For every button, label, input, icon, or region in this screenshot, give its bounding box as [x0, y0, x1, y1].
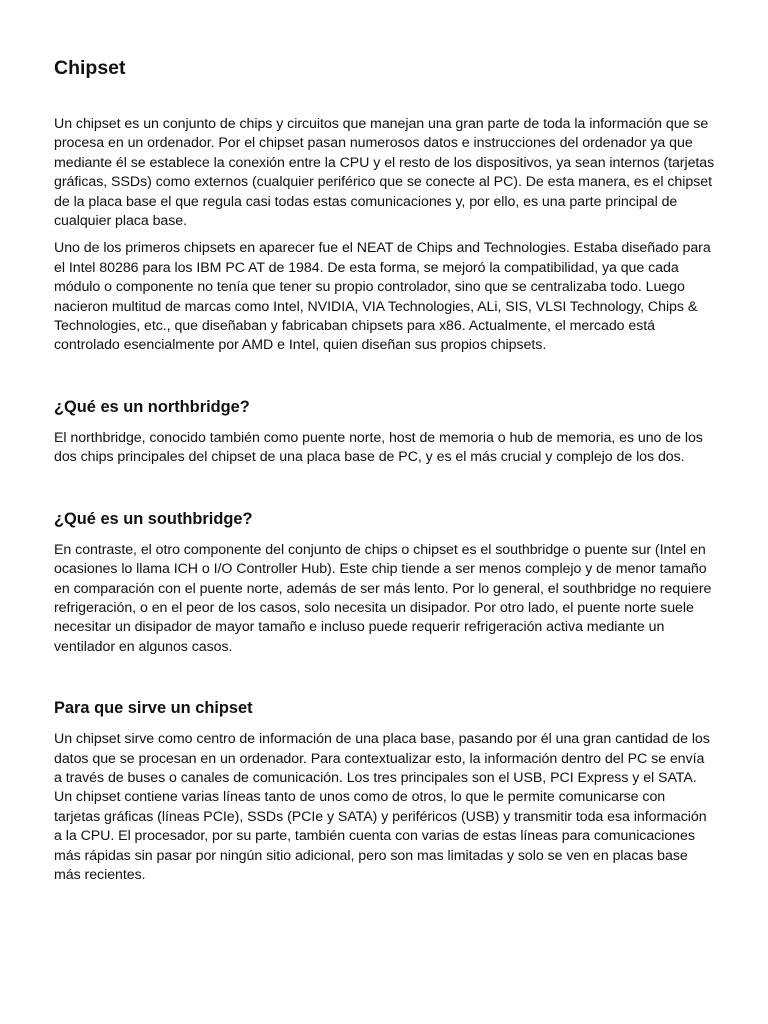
intro-paragraph-1: Un chipset es un conjunto de chips y circuitos que manejan una gran parte de toda la información que se procesa en un ordenador. Por el chipset pasan numerosos datos e instrucciones del ordenador ya que mediante él se establece la conexión entre la CPU y el resto de los dispositivos, ya sean internos (tarjetas gráficas, SSDs) como externos (cualquier periférico que se conecte al PC). De esta manera, es el chipset de la placa base el que regula casi todas estas comunicaciones y, por ello, es una parte principal de cualquier placa base. — [54, 116, 715, 230]
northbridge-heading: ¿Qué es un northbridge? — [54, 397, 250, 416]
chipset-uses-heading: Para que sirve un chipset — [54, 699, 253, 718]
document-title: Chipset — [54, 57, 126, 79]
intro-paragraph-2: Uno de los primeros chipsets en aparecer fue el NEAT de Chips and Technologies. Estaba diseñado para el Intel 80286 para los IBM PC AT de 1984. De esta forma, se mejoró la compatibilidad, ya que cada módulo o componente no tenía que tener su propio controlador, sino que se centralizaba todo. Luego nacieron multitud de marcas como Intel, NVIDIA, VIA Technologies, ALi, SIS, VLSI Technology, Chips & Technologies, etc., que diseñaban y fabricaban chipsets para x86. Actualmente, el mercado está controlado esencialmente por AMD e Intel, quien diseñan sus propios chipsets. — [54, 240, 711, 354]
northbridge-paragraph: El northbridge, conocido también como puente norte, host de memoria o hub de memoria, es uno de los dos chips principales del chipset de una placa base de PC, y es el más crucial y complejo de los dos. — [54, 429, 703, 466]
southbridge-heading: ¿Qué es un southbridge? — [54, 509, 253, 528]
southbridge-paragraph: En contraste, el otro componente del conjunto de chips o chipset es el southbridge o puente sur (Intel en ocasiones lo llama ICH o I/O Controller Hub). Este chip tiende a ser menos complejo y de menor tamaño en comparación con el puente norte, además de ser más lento. Por lo general, el southbridge no requiere refrigeración, o en el peor de los casos, solo necesita un disipador. Por otro lado, el puente norte suele necesitar un disipador de mayor tamaño e incluso puede requerir refrigeración activa mediante un ventilador en algunos casos. — [54, 541, 712, 655]
chipset-uses-paragraph: Un chipset sirve como centro de información de una placa base, pasando por él una gran cantidad de los datos que se procesan en un ordenador. Para contextualizar esto, la información dentro del PC se envía a través de buses o canales de comunicación. Los tres principales son el USB, PCI Express y el SATA. Un chipset contiene varias líneas tanto de unos como de otros, lo que le permite comunicarse con tarjetas gráficas (líneas PCIe), SSDs (PCIe y SATA) y periféricos (USB) y transmitir toda esa información a la CPU. El procesador, por su parte, también cuenta con varias de estas líneas para comunicaciones más rápidas sin pasar por ningún sitio adicional, pero son mas limitadas y solo se ven en placas base más recientes. — [54, 731, 710, 883]
